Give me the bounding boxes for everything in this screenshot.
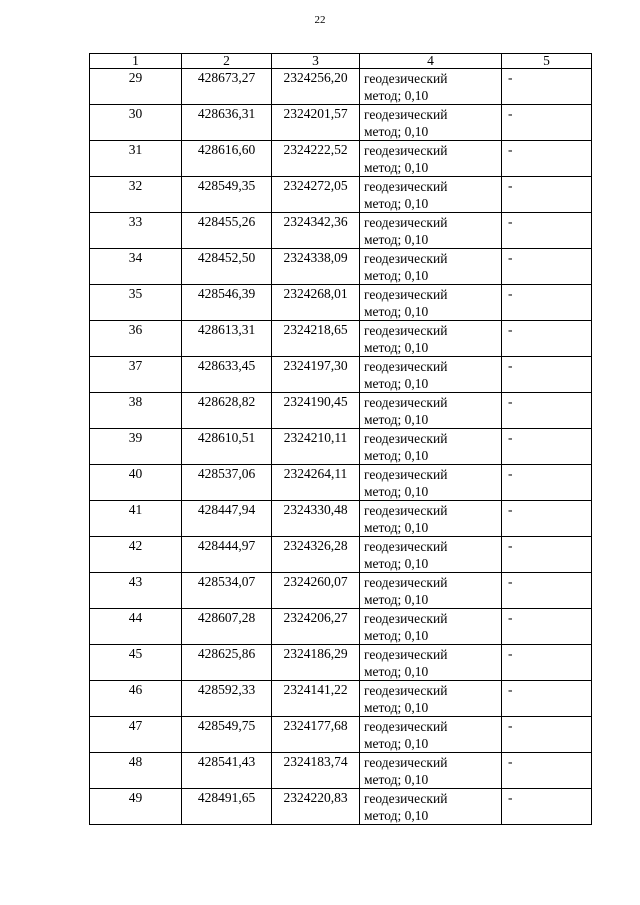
coordinate-y: 2324256,20	[272, 69, 360, 105]
note-cell: -	[502, 213, 592, 249]
table-row	[90, 465, 592, 501]
table-row	[90, 609, 592, 645]
method-line: геодезический	[364, 179, 448, 194]
coordinate-x: 428455,26	[182, 213, 272, 249]
method-line: геодезический	[364, 395, 448, 410]
method-line: метод; 0,10	[364, 736, 429, 751]
method-cell	[360, 285, 502, 321]
point-number: 40	[90, 465, 182, 501]
table-row	[90, 69, 592, 105]
method-line: геодезический	[364, 431, 448, 446]
method-cell	[360, 393, 502, 429]
note-cell: -	[502, 537, 592, 573]
method-cell	[360, 429, 502, 465]
coordinate-y: 2324342,36	[272, 213, 360, 249]
coordinate-y: 2324201,57	[272, 105, 360, 141]
coordinates-table	[89, 53, 592, 825]
column-header-2: 2	[182, 54, 272, 69]
coordinate-x: 428444,97	[182, 537, 272, 573]
coordinate-x: 428613,31	[182, 321, 272, 357]
method-line: геодезический	[364, 791, 448, 806]
point-number: 35	[90, 285, 182, 321]
point-number: 48	[90, 753, 182, 789]
note-cell: -	[502, 465, 592, 501]
method-line: метод; 0,10	[364, 304, 429, 319]
method-line: метод; 0,10	[364, 196, 429, 211]
point-number: 34	[90, 249, 182, 285]
coordinate-x: 428633,45	[182, 357, 272, 393]
note-cell: -	[502, 249, 592, 285]
table-row	[90, 537, 592, 573]
coordinate-x: 428549,35	[182, 177, 272, 213]
note-cell: -	[502, 609, 592, 645]
method-cell	[360, 717, 502, 753]
note-cell: -	[502, 501, 592, 537]
note-cell: -	[502, 573, 592, 609]
method-cell	[360, 789, 502, 825]
method-line: геодезический	[364, 287, 448, 302]
method-line: метод; 0,10	[364, 376, 429, 391]
coordinate-x: 428636,31	[182, 105, 272, 141]
method-cell	[360, 141, 502, 177]
method-cell	[360, 645, 502, 681]
method-line: метод; 0,10	[364, 772, 429, 787]
point-number: 31	[90, 141, 182, 177]
point-number: 43	[90, 573, 182, 609]
table-row	[90, 429, 592, 465]
method-line: геодезический	[364, 719, 448, 734]
method-line: метод; 0,10	[364, 808, 429, 823]
note-cell: -	[502, 357, 592, 393]
method-line: метод; 0,10	[364, 592, 429, 607]
table-row	[90, 177, 592, 213]
point-number: 38	[90, 393, 182, 429]
point-number: 47	[90, 717, 182, 753]
method-cell	[360, 321, 502, 357]
column-header-5: 5	[502, 54, 592, 69]
method-line: геодезический	[364, 503, 448, 518]
method-line: метод; 0,10	[364, 556, 429, 571]
coordinate-y: 2324218,65	[272, 321, 360, 357]
method-line: метод; 0,10	[364, 160, 429, 175]
note-cell: -	[502, 105, 592, 141]
coordinate-x: 428491,65	[182, 789, 272, 825]
method-line: геодезический	[364, 215, 448, 230]
coordinate-y: 2324220,83	[272, 789, 360, 825]
note-cell: -	[502, 69, 592, 105]
method-line: метод; 0,10	[364, 520, 429, 535]
method-line: метод; 0,10	[364, 412, 429, 427]
note-cell: -	[502, 141, 592, 177]
coordinate-x: 428537,06	[182, 465, 272, 501]
method-line: метод; 0,10	[364, 124, 429, 139]
method-cell	[360, 69, 502, 105]
point-number: 41	[90, 501, 182, 537]
point-number: 49	[90, 789, 182, 825]
table-header-row	[90, 54, 592, 69]
method-line: геодезический	[364, 647, 448, 662]
coordinate-x: 428549,75	[182, 717, 272, 753]
method-line: метод; 0,10	[364, 700, 429, 715]
method-line: метод; 0,10	[364, 628, 429, 643]
coordinate-x: 428534,07	[182, 573, 272, 609]
coordinate-y: 2324177,68	[272, 717, 360, 753]
method-line: метод; 0,10	[364, 88, 429, 103]
coordinate-y: 2324186,29	[272, 645, 360, 681]
method-line: геодезический	[364, 143, 448, 158]
table-row	[90, 393, 592, 429]
method-cell	[360, 537, 502, 573]
coordinate-y: 2324326,28	[272, 537, 360, 573]
method-cell	[360, 573, 502, 609]
method-cell	[360, 213, 502, 249]
method-line: метод; 0,10	[364, 484, 429, 499]
coordinate-x: 428452,50	[182, 249, 272, 285]
table-row	[90, 573, 592, 609]
method-line: геодезический	[364, 575, 448, 590]
note-cell: -	[502, 789, 592, 825]
point-number: 44	[90, 609, 182, 645]
coordinate-x: 428592,33	[182, 681, 272, 717]
table-body	[90, 69, 592, 825]
point-number: 37	[90, 357, 182, 393]
method-line: метод; 0,10	[364, 268, 429, 283]
table-row	[90, 285, 592, 321]
point-number: 36	[90, 321, 182, 357]
method-line: геодезический	[364, 107, 448, 122]
point-number: 39	[90, 429, 182, 465]
method-line: геодезический	[364, 71, 448, 86]
column-header-1: 1	[90, 54, 182, 69]
note-cell: -	[502, 645, 592, 681]
note-cell: -	[502, 285, 592, 321]
method-line: геодезический	[364, 611, 448, 626]
method-line: метод; 0,10	[364, 448, 429, 463]
page-number: 22	[314, 14, 326, 26]
coordinate-x: 428447,94	[182, 501, 272, 537]
table-row	[90, 681, 592, 717]
coordinate-x: 428616,60	[182, 141, 272, 177]
method-line: геодезический	[364, 683, 448, 698]
table-row	[90, 105, 592, 141]
method-cell	[360, 105, 502, 141]
coordinate-x: 428546,39	[182, 285, 272, 321]
point-number: 32	[90, 177, 182, 213]
method-cell	[360, 681, 502, 717]
coordinate-x: 428541,43	[182, 753, 272, 789]
table-row	[90, 321, 592, 357]
point-number: 30	[90, 105, 182, 141]
point-number: 33	[90, 213, 182, 249]
point-number: 29	[90, 69, 182, 105]
coordinate-y: 2324330,48	[272, 501, 360, 537]
coordinate-y: 2324141,22	[272, 681, 360, 717]
coordinate-x: 428673,27	[182, 69, 272, 105]
table-row	[90, 753, 592, 789]
point-number: 46	[90, 681, 182, 717]
coordinate-x: 428625,86	[182, 645, 272, 681]
coordinate-y: 2324268,01	[272, 285, 360, 321]
point-number: 45	[90, 645, 182, 681]
table-row	[90, 789, 592, 825]
coordinate-y: 2324206,27	[272, 609, 360, 645]
coordinate-y: 2324260,07	[272, 573, 360, 609]
table-row	[90, 645, 592, 681]
coordinate-y: 2324222,52	[272, 141, 360, 177]
method-cell	[360, 753, 502, 789]
method-cell	[360, 465, 502, 501]
method-line: геодезический	[364, 539, 448, 554]
note-cell: -	[502, 429, 592, 465]
table-row	[90, 717, 592, 753]
note-cell: -	[502, 753, 592, 789]
method-cell	[360, 357, 502, 393]
note-cell: -	[502, 393, 592, 429]
column-header-4: 4	[360, 54, 502, 69]
note-cell: -	[502, 321, 592, 357]
method-line: геодезический	[364, 251, 448, 266]
method-cell	[360, 501, 502, 537]
coordinate-y: 2324190,45	[272, 393, 360, 429]
coordinate-x: 428628,82	[182, 393, 272, 429]
table-row	[90, 357, 592, 393]
method-line: геодезический	[364, 755, 448, 770]
coordinate-y: 2324183,74	[272, 753, 360, 789]
table-row	[90, 501, 592, 537]
coordinate-y: 2324210,11	[272, 429, 360, 465]
coordinate-x: 428610,51	[182, 429, 272, 465]
method-cell	[360, 609, 502, 645]
table-row	[90, 141, 592, 177]
coordinate-y: 2324197,30	[272, 357, 360, 393]
coordinate-x: 428607,28	[182, 609, 272, 645]
method-line: метод; 0,10	[364, 664, 429, 679]
note-cell: -	[502, 717, 592, 753]
method-line: метод; 0,10	[364, 340, 429, 355]
coordinate-y: 2324338,09	[272, 249, 360, 285]
method-line: метод; 0,10	[364, 232, 429, 247]
table-row	[90, 249, 592, 285]
column-header-3: 3	[272, 54, 360, 69]
method-line: геодезический	[364, 323, 448, 338]
method-cell	[360, 177, 502, 213]
point-number: 42	[90, 537, 182, 573]
coordinate-y: 2324264,11	[272, 465, 360, 501]
method-cell	[360, 249, 502, 285]
table-row	[90, 213, 592, 249]
note-cell: -	[502, 177, 592, 213]
method-line: геодезический	[364, 359, 448, 374]
note-cell: -	[502, 681, 592, 717]
method-line: геодезический	[364, 467, 448, 482]
coordinate-y: 2324272,05	[272, 177, 360, 213]
